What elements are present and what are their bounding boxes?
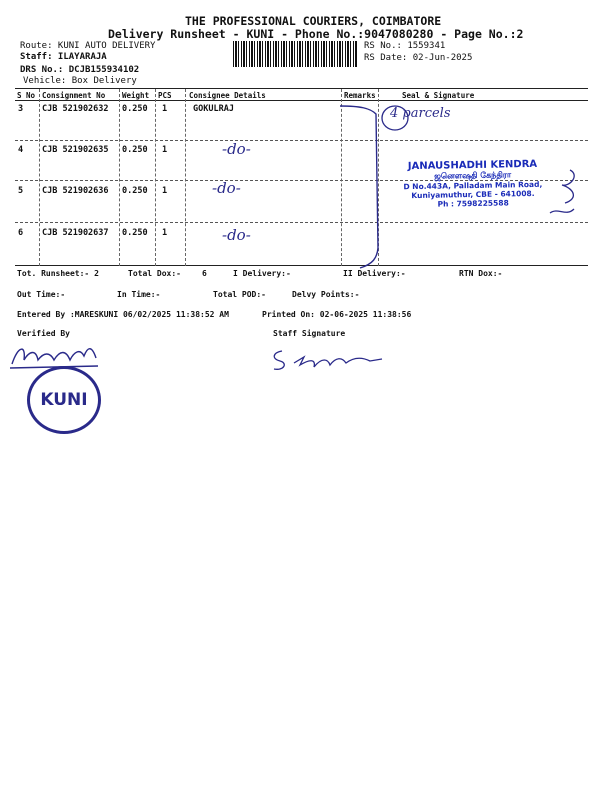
col-header-consignment: Consignment No [42,91,106,100]
column-divider [155,89,156,266]
table-top-rule [15,88,588,89]
rs-date: RS Date: 02-Jun-2025 [364,53,473,63]
col-header-remarks: Remarks [344,91,376,100]
rs-number: RS No.: 1559341 [364,41,446,51]
cell-pcs: 1 [162,145,168,155]
column-divider [185,89,186,266]
handwritten-parcel-note: 4 parcels [390,106,451,121]
printed-on: Printed On: 02-06-2025 11:38:56 [262,310,412,319]
column-divider [39,89,40,266]
delvy-points: Delvy Points:- [292,290,360,299]
total-pod: Total POD:- [213,290,266,299]
pharmacy-stamp [392,159,553,232]
cell-sno: 5 [18,186,24,196]
staff: Staff: ILAYARAJA [20,52,107,62]
cell-pcs: 1 [162,104,168,114]
in-time: In Time:- [117,290,161,299]
entered-by: Entered By :MARESKUNI 06/02/2025 11:38:52 AM [17,310,229,319]
stamp-line: ஜனௌஷதி கேந்திரா [434,170,512,181]
stamp-line: Kuniyamuthur, CBE - 641008. [411,188,535,201]
stamp-line: JANAUSHADHI KENDRA [407,158,538,173]
drs-number: DRS No.: DCJB155934102 [20,65,140,75]
staff-signature [270,345,390,375]
cell-consignment: CJB 521902637 [42,228,109,238]
cell-weight: 0.250 [122,145,148,155]
cell-weight: 0.250 [122,186,148,196]
verified-by-label: Verified By [17,329,70,338]
company-title: THE PROFESSIONAL COURIERS, COIMBATORE [185,14,442,28]
total-dox-label: Total Dox:- [128,269,181,278]
col-header-seal-signature: Seal & Signature [402,91,475,100]
vehicle: Vehicle: Box Delivery [23,76,137,86]
stamp-line: D No.443A, Palladam Main Road, [403,179,543,192]
total-dox-value: 6 [202,269,207,278]
out-time: Out Time:- [17,290,66,299]
cell-consignment: CJB 521902632 [42,104,109,114]
route: Route: KUNI AUTO DELIVERY [20,41,156,51]
col-header-weight: Weight [122,91,150,100]
cell-pcs: 1 [162,228,168,238]
cell-consignee-handwritten: -do- [222,226,251,244]
col-header-pcs: PCS [158,91,172,100]
kuni-stamp: KUNI [27,366,101,434]
col-header-sno: S No [17,91,36,100]
ii-delivery: II Delivery:- [343,269,406,278]
cell-sno: 3 [18,104,24,114]
cell-consignment: CJB 521902636 [42,186,109,196]
column-divider [119,89,120,266]
cell-pcs: 1 [162,186,168,196]
i-delivery: I Delivery:- [233,269,291,278]
barcode [233,41,357,67]
stamp-line: Ph : 7598225588 [437,198,509,209]
cell-weight: 0.250 [122,228,148,238]
rtn-dox: RTN Dox:- [459,269,503,278]
cell-sno: 6 [18,228,24,238]
cell-weight: 0.250 [122,104,148,114]
total-runsheet: Tot. Runsheet:- 2 [17,269,99,278]
cell-consignment: CJB 521902635 [42,145,109,155]
col-header-consignee: Consignee Details [189,91,266,100]
cell-consignee-handwritten: -do- [212,179,241,197]
staff-signature-label: Staff Signature [273,329,346,338]
cell-consignee: GOKULRAJ [193,104,234,114]
handwritten-signature-stamp [540,165,590,225]
runsheet-title: Delivery Runsheet - KUNI - Phone No.:9047080280 - Page No.:2 [108,27,524,41]
cell-consignee-handwritten: -do- [222,140,251,158]
cell-sno: 4 [18,145,24,155]
